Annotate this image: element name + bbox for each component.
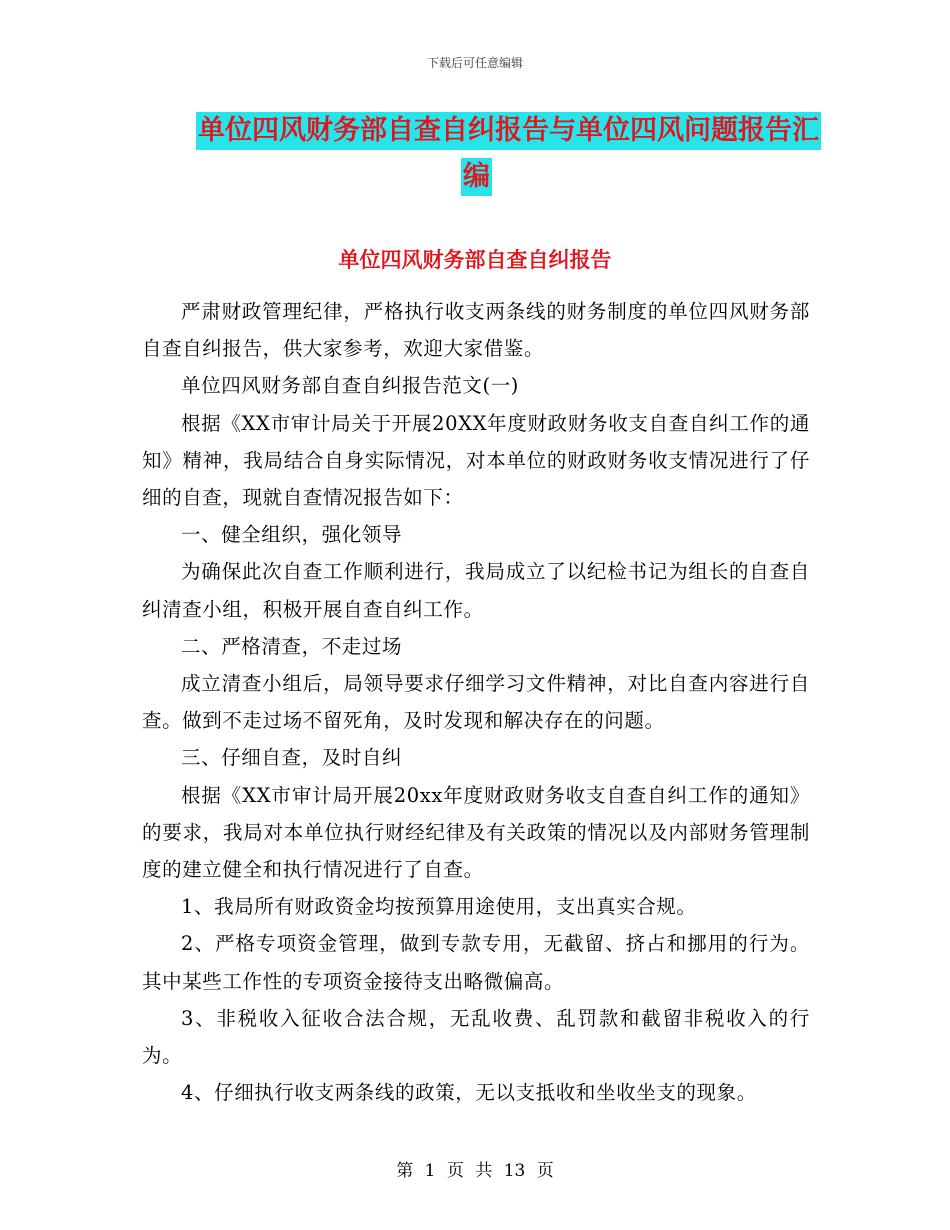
- paragraph: 根据《XX市审计局开展20xx年度财政财务收支自查自纠工作的通知》的要求，我局对本单位执行财经纪律及有关政策的情况以及内部财务管理制度的建立健全和执行情况进行了自查。: [142, 783, 810, 882]
- paragraph: 一、健全组织，强化领导: [181, 523, 403, 547]
- title-line-2: 编: [461, 158, 492, 196]
- document-body: [142, 293, 810, 1111]
- paragraph: 严肃财政管理纪律，严格执行收支两条线的财务制度的单位四风财务部自查自纠报告，供大家参考，欢迎大家借鉴。: [142, 300, 810, 361]
- paragraph: 2、严格专项资金管理，做到专款专用，无截留、挤占和挪用的行为。其中某些工作性的专项资金接待支出略微偏高。: [142, 932, 810, 993]
- header-note: 下载后可任意编辑: [426, 56, 523, 70]
- paragraph: 为确保此次自查工作顺利进行，我局成立了以纪检书记为组长的自查自纠清查小组，积极开展自查自纠工作。: [142, 560, 810, 621]
- paragraph: 三、仔细自查，及时自纠: [181, 746, 403, 770]
- paragraph: 1、我局所有财政资金均按预算用途使用，支出真实合规。: [181, 895, 697, 919]
- page-footer: 第 1 页 共 13 页: [396, 1161, 554, 1181]
- title-line-1: 单位四风财务部自查自纠报告与单位四风问题报告汇: [196, 112, 821, 150]
- paragraph: 3、非税收入征收合法合规，无乱收费、乱罚款和截留非税收入的行为。: [142, 1006, 810, 1068]
- paragraph: 二、严格清查，不走过场: [181, 634, 403, 658]
- paragraph: 单位四风财务部自查自纠报告范文(一): [181, 374, 520, 398]
- paragraph: 成立清查小组后，局领导要求仔细学习文件精神，对比自查内容进行自查。做到不走过场不留死角，及时发现和解决存在的问题。: [142, 672, 810, 733]
- paragraph: 根据《XX市审计局关于开展20XX年度财政财务收支自查自纠工作的通知》精神，我局结合自身实际情况，对本单位的财政财务收支情况进行了仔细的自查，现就自查情况报告如下：: [142, 411, 810, 510]
- paragraph: 4、仔细执行收支两条线的政策，无以支抵收和坐收坐支的现象。: [181, 1081, 757, 1105]
- section-title: 单位四风财务部自查自纠报告: [338, 248, 612, 272]
